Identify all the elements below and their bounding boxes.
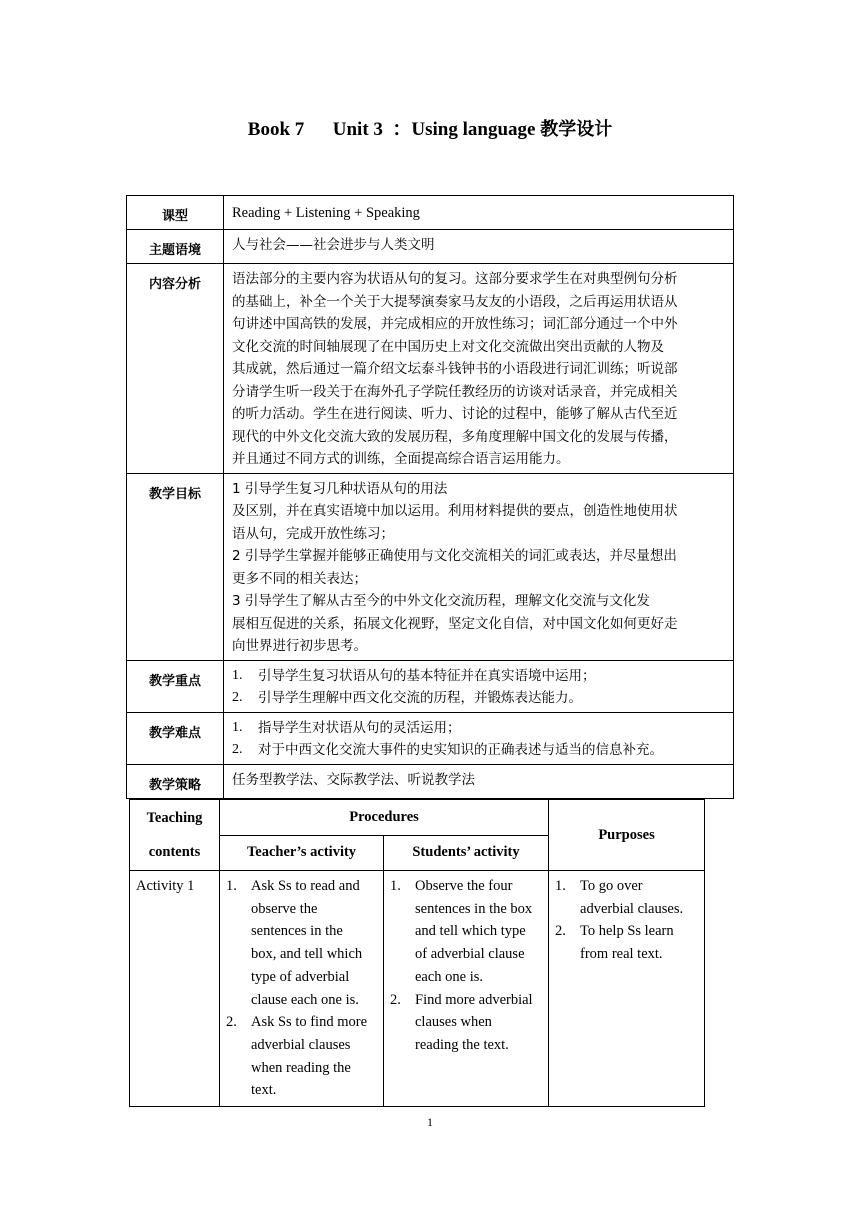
purposes-cell [549,871,705,1107]
list-text [251,1011,367,1102]
text-line: reading the text. [415,1036,509,1053]
text-line: 语从句，完成开放性练习； [232,525,394,542]
title-chinese: 教学设计 [540,119,613,140]
list-number: 2. [232,690,243,705]
list-text: 引导学生复习状语从句的基本特征并在真实语境中运用； [258,667,596,684]
list-item [390,875,544,989]
list-number: 1. [232,719,243,735]
list-item [232,717,727,740]
list-number: 1. [232,667,243,683]
list-number: 2. [232,742,243,757]
text-line: and tell which type [415,923,526,940]
teacher-cell [220,871,384,1107]
list-item [226,875,379,1011]
text-line: 的听力活动。学生在进行阅读、听力、讨论的过程中，能够了解从古代至近 [232,406,678,422]
info-row-label: 教学重点 [127,660,224,712]
list-text: 引导学生理解中西文化交流的历程，并锻炼表达能力。 [258,690,582,706]
info-row [127,473,734,660]
list-item [555,920,700,965]
info-row-label: 教学策略 [127,764,224,798]
text-line: sentences in the box [415,900,533,917]
text-line: text. [251,1082,277,1099]
strategy-row [127,764,734,798]
text-line: 分请学生听一段关于在海外孔子学院任教经历的访谈对话录音，并完成相关 [232,383,678,400]
text-line: type of adverbial [251,968,350,985]
text-line: 并且通过不同方式的训练，全面提高综合语言运用能力。 [232,451,570,467]
text-line: each one is. [415,968,484,985]
text-line: clause each one is. [251,991,359,1008]
list-text: 指导学生对状语从句的灵活运用； [258,719,461,736]
list-text [415,989,533,1057]
students-cell [384,871,549,1107]
info-row-value [224,264,734,474]
teacher-activity-header: Teacher’s activity [220,835,384,871]
text-line: 2 引导学生掌握并能够正确使用与文化交流相关的词汇或表达，并尽量想出 [232,548,677,564]
info-row-value [224,196,734,230]
teaching-contents-header [130,800,220,871]
text-line: 文化交流的时间轴展现了在中国历史上对文化交流做出突出贡献的人物及 [232,338,664,355]
text-line: 其成就，然后通过一篇介绍文坛泰斗钱钟书的小语段进行词汇训练；听说部 [232,361,678,377]
numbered-list [232,717,727,762]
difficult-points-row [127,712,734,764]
title-english: Book 7 Unit 3 ：Using language [247,119,541,140]
text-line: Ask Ss to read and [251,878,360,894]
list-number: 2. [555,923,566,940]
text-line: Reading + Listening + Speaking [232,205,420,221]
activity-name: Activity 1 [130,871,220,1107]
page-number: 1 [427,1115,433,1129]
text-line: 的基础上，补全一个关于大提琴演奏家马友友的小语段，之后再运用状语从 [232,293,678,310]
lesson-info-table [126,195,734,799]
teacher-list [226,875,379,1102]
list-number: 2. [390,991,401,1008]
info-row-label: 教学目标 [127,473,224,660]
text-line: of adverbial clause [415,946,525,963]
header-contents: contents [148,844,201,860]
text-line: box, and tell which [251,946,363,963]
text-line: 展相互促进的关系，拓展文化视野，坚定文化自信，对中国文化如何更好走 [232,615,678,632]
text-line: 1 引导学生复习几种状语从句的用法 [232,480,448,497]
info-row-label: 内容分析 [127,264,224,474]
text-line: 向世界进行初步思考。 [232,638,367,654]
procedures-body [130,871,705,1107]
info-row-label: 教学难点 [127,712,224,764]
key-points-row [127,660,734,712]
info-row-label: 课型 [127,196,224,230]
list-item [226,1011,379,1102]
text-line: 及区别，并在真实语境中加以运用。利用材料提供的要点，创造性地使用状 [232,503,678,519]
purposes-header: Purposes [549,800,705,871]
text-line: clauses when [415,1014,492,1031]
activity-row [130,871,705,1107]
info-row-value [224,230,734,264]
info-row-value: 任务型教学法、交际教学法、听说教学法 [224,764,734,798]
info-row-value [224,712,734,764]
text-line: Find more adverbial [415,991,533,1008]
list-item [232,687,727,710]
text-line: 句讲述中国高铁的发展，并完成相应的开放性练习；词汇部分通过一个中外 [232,316,678,332]
text-line: Ask Ss to find more [251,1014,367,1031]
info-row [127,196,734,230]
students-activity-header: Students’ activity [384,835,549,871]
lesson-info-body [127,196,734,799]
text-line: To go over [580,878,643,894]
text-line: 现代的中外文化交流大致的发展历程，多角度理解中国文化的发展与传播， [232,428,678,445]
info-row-label: 主题语境 [127,230,224,264]
info-row [127,230,734,264]
text-line: 语法部分的主要内容为状语从句的复习。这部分要求学生在对典型例句分析 [232,271,678,287]
students-list [390,875,544,1057]
text-line: observe the [251,900,318,917]
procedures-header: Procedures [220,800,549,836]
list-number: 1. [390,878,401,894]
header-teaching: Teaching [146,810,203,826]
procedures-table [129,799,705,1107]
text-line: 更多不同的相关表达； [232,570,367,587]
list-text [415,875,532,989]
text-line: from real text. [580,946,663,963]
info-row-value [224,473,734,660]
list-text [580,920,674,965]
list-text [251,875,362,1011]
text-line: Observe the four [415,878,513,894]
list-item [232,739,727,762]
list-number: 1. [555,878,566,894]
list-text: 对于中西文化交流大事件的史实知识的正确表述与适当的信息补充。 [258,742,663,758]
list-number: 2. [226,1014,237,1031]
info-row-value [224,660,734,712]
text-line: sentences in the [251,923,343,940]
list-number: 1. [226,878,237,894]
text-line: adverbial clauses. [580,900,684,917]
text-line: 人与社会——社会进步与人类文明 [232,237,435,253]
numbered-list [232,665,727,710]
list-item [555,875,700,920]
text-line: when reading the [251,1059,351,1076]
list-text [580,875,683,920]
text-line: To help Ss learn [580,923,674,940]
purposes-list [555,875,700,966]
info-row [127,264,734,474]
text-line: 3 引导学生了解从古至今的中外文化交流历程，理解文化交流与文化发 [232,593,650,609]
text-line: adverbial clauses [251,1036,351,1053]
page-title [0,114,860,141]
list-item [390,989,544,1057]
list-item [232,665,727,688]
